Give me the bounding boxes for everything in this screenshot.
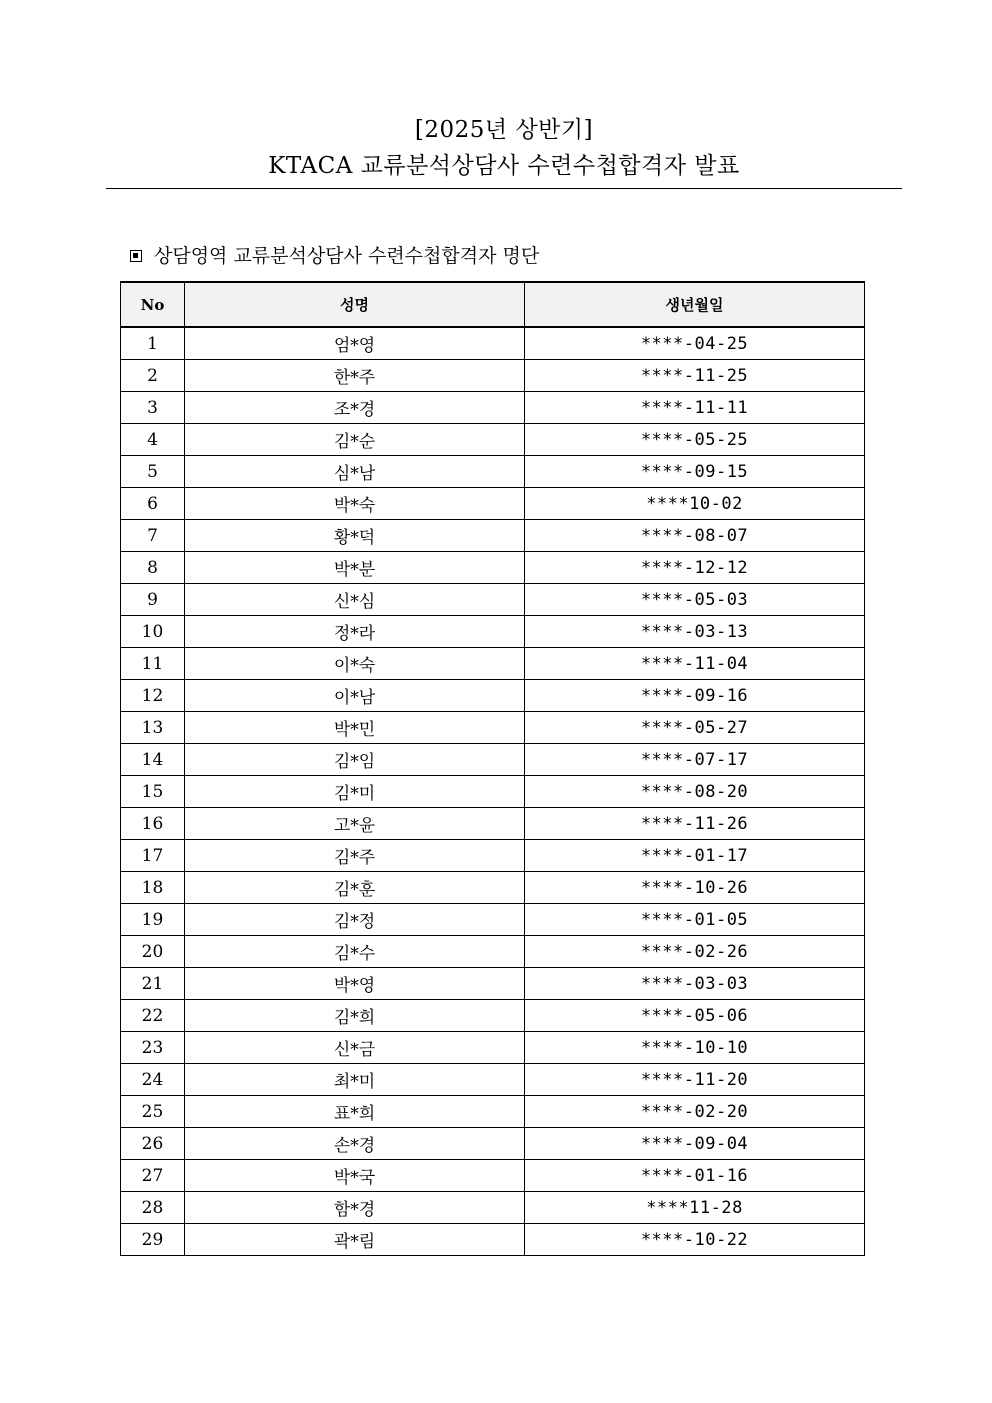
- table-row: [121, 648, 865, 680]
- row-number: 11: [121, 648, 185, 680]
- table-row: [121, 744, 865, 776]
- masked-birthdate: ****-11-26: [525, 808, 865, 840]
- masked-name: 박*분: [185, 552, 525, 584]
- masked-name: 표*희: [185, 1096, 525, 1128]
- masked-name: 김*정: [185, 904, 525, 936]
- table-row: [121, 488, 865, 520]
- masked-birthdate: ****-08-07: [525, 520, 865, 552]
- table-row: [121, 1032, 865, 1064]
- table-row: [121, 392, 865, 424]
- masked-birthdate: ****11-28: [525, 1192, 865, 1224]
- masked-birthdate: ****10-02: [525, 488, 865, 520]
- table-row: [121, 712, 865, 744]
- table-row: [121, 456, 865, 488]
- masked-name: 김*순: [185, 424, 525, 456]
- row-number: 23: [121, 1032, 185, 1064]
- masked-name: 이*숙: [185, 648, 525, 680]
- masked-name: 김*임: [185, 744, 525, 776]
- masked-name: 박*민: [185, 712, 525, 744]
- table-row: [121, 616, 865, 648]
- table-row: [121, 840, 865, 872]
- table-row: [121, 968, 865, 1000]
- table-row: [121, 808, 865, 840]
- title-divider: [106, 188, 902, 189]
- table-header-row: [121, 282, 865, 327]
- row-number: 12: [121, 680, 185, 712]
- table-row: [121, 552, 865, 584]
- table-row: [121, 1192, 865, 1224]
- masked-birthdate: ****-11-20: [525, 1064, 865, 1096]
- masked-birthdate: ****-10-22: [525, 1224, 865, 1256]
- row-number: 14: [121, 744, 185, 776]
- masked-name: 한*주: [185, 360, 525, 392]
- table-row: [121, 1000, 865, 1032]
- table-row: [121, 424, 865, 456]
- row-number: 8: [121, 552, 185, 584]
- masked-birthdate: ****-09-04: [525, 1128, 865, 1160]
- masked-name: 손*경: [185, 1128, 525, 1160]
- row-number: 21: [121, 968, 185, 1000]
- table-row: [121, 1160, 865, 1192]
- row-number: 18: [121, 872, 185, 904]
- section-heading: [130, 243, 539, 269]
- title-line-period: [2025년 상반기]: [414, 117, 594, 143]
- masked-birthdate: ****-01-16: [525, 1160, 865, 1192]
- table-body: [121, 327, 865, 1256]
- row-number: 29: [121, 1224, 185, 1256]
- table-row: [121, 776, 865, 808]
- row-number: 1: [121, 327, 185, 360]
- table-row: [121, 680, 865, 712]
- masked-birthdate: ****-09-16: [525, 680, 865, 712]
- row-number: 3: [121, 392, 185, 424]
- row-number: 5: [121, 456, 185, 488]
- column-header-no: No: [121, 282, 185, 327]
- table-row: [121, 904, 865, 936]
- table-row: [121, 1224, 865, 1256]
- masked-birthdate: ****-05-25: [525, 424, 865, 456]
- masked-birthdate: ****-11-11: [525, 392, 865, 424]
- masked-birthdate: ****-10-10: [525, 1032, 865, 1064]
- masked-name: 김*주: [185, 840, 525, 872]
- row-number: 28: [121, 1192, 185, 1224]
- row-number: 26: [121, 1128, 185, 1160]
- masked-name: 정*라: [185, 616, 525, 648]
- passer-roster-table: [120, 281, 865, 1256]
- masked-name: 엄*영: [185, 327, 525, 360]
- table-row: [121, 1064, 865, 1096]
- masked-birthdate: ****-08-20: [525, 776, 865, 808]
- masked-birthdate: ****-12-12: [525, 552, 865, 584]
- masked-name: 곽*림: [185, 1224, 525, 1256]
- masked-name: 신*심: [185, 584, 525, 616]
- masked-birthdate: ****-09-15: [525, 456, 865, 488]
- row-number: 19: [121, 904, 185, 936]
- row-number: 10: [121, 616, 185, 648]
- masked-name: 김*훈: [185, 872, 525, 904]
- masked-birthdate: ****-03-03: [525, 968, 865, 1000]
- filled-square-bullet-icon: [130, 250, 142, 262]
- column-header-name: 성명: [185, 282, 525, 327]
- row-number: 4: [121, 424, 185, 456]
- row-number: 13: [121, 712, 185, 744]
- masked-birthdate: ****-11-04: [525, 648, 865, 680]
- column-header-birth: 생년월일: [525, 282, 865, 327]
- table-row: [121, 360, 865, 392]
- row-number: 6: [121, 488, 185, 520]
- masked-name: 황*덕: [185, 520, 525, 552]
- row-number: 27: [121, 1160, 185, 1192]
- masked-birthdate: ****-03-13: [525, 616, 865, 648]
- row-number: 17: [121, 840, 185, 872]
- masked-birthdate: ****-01-05: [525, 904, 865, 936]
- masked-name: 함*경: [185, 1192, 525, 1224]
- row-number: 25: [121, 1096, 185, 1128]
- row-number: 22: [121, 1000, 185, 1032]
- masked-name: 조*경: [185, 392, 525, 424]
- row-number: 16: [121, 808, 185, 840]
- table-row: [121, 520, 865, 552]
- masked-birthdate: ****-05-27: [525, 712, 865, 744]
- row-number: 7: [121, 520, 185, 552]
- masked-birthdate: ****-11-25: [525, 360, 865, 392]
- masked-name: 최*미: [185, 1064, 525, 1096]
- table-row: [121, 1128, 865, 1160]
- masked-birthdate: ****-05-03: [525, 584, 865, 616]
- masked-name: 박*숙: [185, 488, 525, 520]
- row-number: 15: [121, 776, 185, 808]
- row-number: 9: [121, 584, 185, 616]
- masked-birthdate: ****-04-25: [525, 327, 865, 360]
- row-number: 2: [121, 360, 185, 392]
- masked-name: 심*남: [185, 456, 525, 488]
- masked-name: 김*희: [185, 1000, 525, 1032]
- section-heading-text: 상담영역 교류분석상담사 수련수첩합격자 명단: [154, 245, 540, 267]
- row-number: 24: [121, 1064, 185, 1096]
- table-row: [121, 936, 865, 968]
- masked-birthdate: ****-10-26: [525, 872, 865, 904]
- masked-name: 신*금: [185, 1032, 525, 1064]
- masked-name: 박*영: [185, 968, 525, 1000]
- masked-birthdate: ****-05-06: [525, 1000, 865, 1032]
- table-row: [121, 1096, 865, 1128]
- table-row: [121, 584, 865, 616]
- masked-name: 이*남: [185, 680, 525, 712]
- masked-name: 고*윤: [185, 808, 525, 840]
- table-row: [121, 327, 865, 360]
- masked-name: 박*국: [185, 1160, 525, 1192]
- masked-name: 김*수: [185, 936, 525, 968]
- title-line-announcement: KTACA 교류분석상담사 수련수첩합격자 발표: [268, 153, 740, 179]
- masked-birthdate: ****-02-20: [525, 1096, 865, 1128]
- row-number: 20: [121, 936, 185, 968]
- document-title: [106, 112, 902, 184]
- masked-birthdate: ****-02-26: [525, 936, 865, 968]
- masked-birthdate: ****-01-17: [525, 840, 865, 872]
- masked-name: 김*미: [185, 776, 525, 808]
- masked-birthdate: ****-07-17: [525, 744, 865, 776]
- table-row: [121, 872, 865, 904]
